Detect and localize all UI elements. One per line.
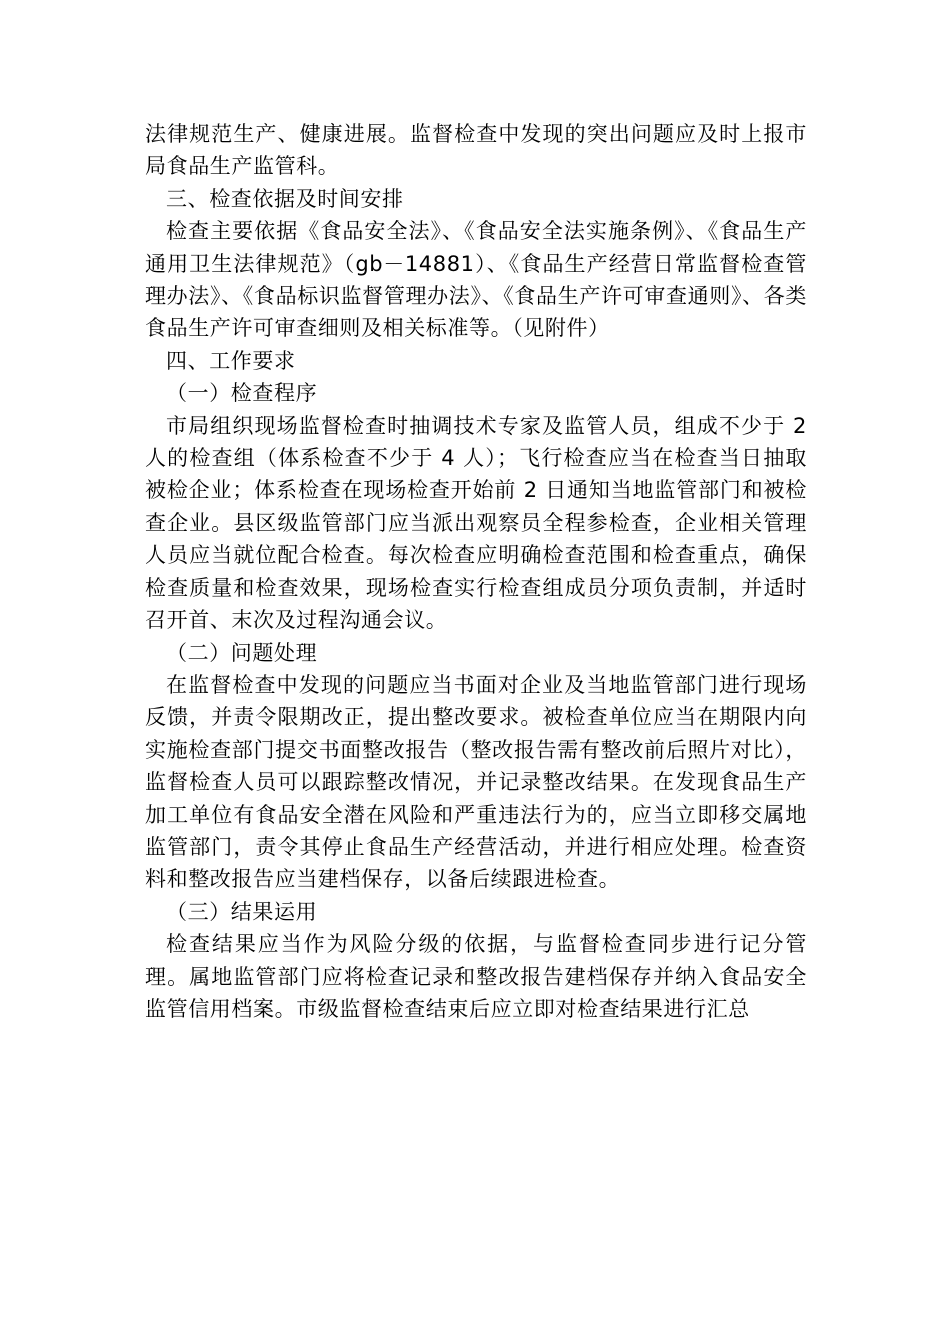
paragraph-issue-handling: 在监督检查中发现的问题应当书面对企业及当地监管部门进行现场反馈，并责令限期改正，提出整改要求。被检查单位应当在期限内向实施检查部门提交书面整改报告（整改报告需有整改前后照片对比），监督检查人员可以跟踪整改情况，并记录整改结果。在发现食品生产加工单位有食品安全潜在风险和严重违法行为的，应当立即移交属地监管部门，责令其停止食品生产经营活动，并进行相应处理。检查资料和整改报告应当建档保存，以备后续跟进检查。 [145,672,807,892]
paragraph-procedure: 市局组织现场监督检查时抽调技术专家及监管人员，组成不少于 2 人的检查组（体系检查不少于 4 人）；飞行检查应当在检查当日抽取被检企业；体系检查在现场检查开始前 2 日通知当地监管部门和被检查企业。县区级监管部门应当派出观察员全程参检查，企业相关管理人员应当就位配合检查。每次检查应明确检查范围和检查重点，确保检查质量和检查效果，现场检查实行检查组成员分项负责制，并适时召开首、末次及过程沟通会议。 [145,413,807,633]
subsection-heading-issue-handling: （二）问题处理 [166,640,318,665]
document-body [145,118,807,1025]
subsection-heading-procedure: （一）检查程序 [166,381,318,406]
section-heading-basis: 三、检查依据及时间安排 [166,186,404,211]
paragraph-continuation: 法律规范生产、健康进展。监督检查中发现的突出问题应及时上报市局食品生产监管科。 [145,122,807,179]
section-heading-requirements: 四、工作要求 [166,348,296,373]
paragraph-result-use: 检查结果应当作为风险分级的依据，与监督检查同步进行记分管理。属地监管部门应将检查记录和整改报告建档保存并纳入食品安全监管信用档案。市级监督检查结束后应立即对检查结果进行汇总 [145,932,807,1021]
subsection-heading-result-use: （三）结果运用 [166,899,318,924]
paragraph-basis: 检查主要依据《食品安全法》、《食品安全法实施条例》、《食品生产通用卫生法律规范》（gb－14881）、《食品生产经营日常监督检查管理办法》、《食品标识监督管理办法》、《食品生产许可审查通则》、各类食品生产许可审查细则及相关标准等。（见附件） [145,219,807,341]
